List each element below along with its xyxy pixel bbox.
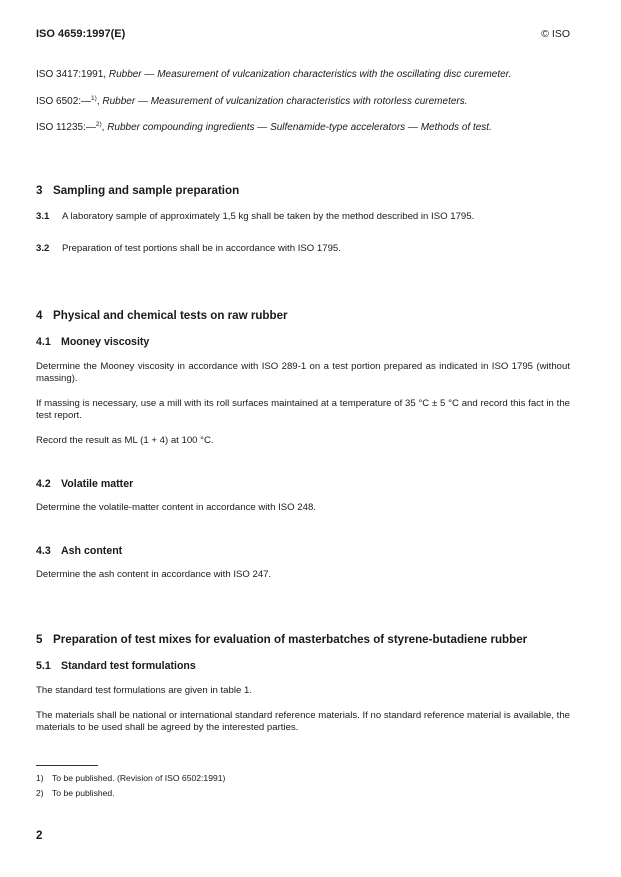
section-5-heading — [36, 633, 527, 646]
page-number: 2 — [36, 830, 43, 842]
paragraph-record-result: Record the result as ML (1 + 4) at 100 °C. — [36, 435, 214, 446]
document-id: ISO 4659:1997(E) — [36, 28, 126, 40]
footnote-2 — [36, 788, 115, 798]
subsection-5-1-heading — [36, 660, 196, 672]
footnote-text: To be published. (Revision of ISO 6502:1991) — [52, 773, 226, 783]
paragraph-ash-content: Determine the ash content in accordance with ISO 247. — [36, 569, 272, 580]
section-number: 4 — [36, 309, 43, 322]
subsection-title: Volatile matter — [61, 478, 134, 490]
reference-code: ISO 11235:— — [36, 122, 96, 133]
copyright-notice: © ISO — [541, 28, 570, 40]
subsection-number: 5.1 — [36, 660, 51, 672]
paragraph-volatile-matter: Determine the volatile-matter content in accordance with ISO 248. — [36, 502, 316, 513]
footnote-divider — [36, 765, 98, 766]
reference-code: ISO 3417:1991, — [36, 69, 107, 80]
footnote-number: 1) — [36, 773, 44, 783]
section-title: Physical and chemical tests on raw rubber — [53, 309, 288, 322]
page-header — [36, 28, 570, 42]
reference-iso-3417 — [36, 69, 511, 80]
paragraph-reference-materials: The materials shall be national or international standard reference materials. If no standard reference material is available, the materials to be used shall be agreed by the interested parties. — [36, 710, 570, 733]
paragraph-massing: If massing is necessary, use a mill with its roll surfaces maintained at a temperature of 35 °C ± 5 °C and record this fact in the test report. — [36, 398, 570, 421]
footnote-1 — [36, 773, 225, 783]
subsection-number: 4.3 — [36, 545, 51, 557]
section-3-heading — [36, 184, 239, 197]
section-title: Preparation of test mixes for evaluation of masterbatches of styrene-butadiene rubber — [53, 633, 528, 646]
reference-iso-6502: ISO 6502:—$^{1)}$, Rubber — Measurement of vulcanization characteristics with rotorless curemeters. — [36, 95, 468, 107]
subsection-4-2-heading — [36, 478, 133, 490]
subsection-4-1-heading — [36, 336, 149, 348]
section-number: 5 — [36, 633, 43, 646]
reference-code: ISO 6502:— — [36, 96, 92, 107]
footnote-number: 2) — [36, 788, 44, 798]
clause-number: 3.1 — [36, 211, 50, 222]
paragraph-test-formulations: The standard test formulations are given in table 1. — [36, 685, 252, 696]
clause-text: Preparation of test portions shall be in accordance with ISO 1795. — [62, 243, 341, 253]
footnote-text: To be published. — [52, 788, 115, 798]
footnote-marker: 1) — [91, 95, 97, 102]
subsection-title: Standard test formulations — [61, 660, 196, 672]
subsection-title: Ash content — [61, 545, 123, 557]
clause-number: 3.2 — [36, 243, 50, 253]
reference-iso-11235: ISO 11235:—$^{2)}$, Rubber compounding ingredients — Sulfenamide-type accelerators — Methods of test. — [36, 121, 492, 133]
subsection-4-3-heading — [36, 545, 122, 557]
section-title: Sampling and sample preparation — [53, 184, 240, 197]
footnote-marker: 2) — [95, 121, 102, 128]
clause-3-2 — [36, 243, 570, 253]
reference-title: Rubber — Measurement of vulcanization characteristics with the oscillating disc curemeter. — [108, 69, 512, 80]
subsection-number: 4.1 — [36, 336, 51, 348]
subsection-title: Mooney viscosity — [61, 336, 150, 348]
subsection-number: 4.2 — [36, 478, 51, 490]
reference-title: Rubber compounding ingredients — Sulfenamide-type accelerators — Methods of test. — [107, 122, 492, 133]
section-4-heading — [36, 309, 288, 322]
clause-text: A laboratory sample of approximately 1,5 kg shall be taken by the method described in ISO 1795. — [62, 211, 475, 222]
reference-title: Rubber — Measurement of vulcanization characteristics with rotorless curemeters. — [102, 96, 468, 107]
clause-3-1 — [36, 211, 570, 223]
paragraph-mooney-method: Determine the Mooney viscosity in accordance with ISO 289-1 on a test portion prepared as indicated in ISO 1795 (without massing). — [36, 361, 570, 384]
section-number: 3 — [36, 184, 43, 197]
